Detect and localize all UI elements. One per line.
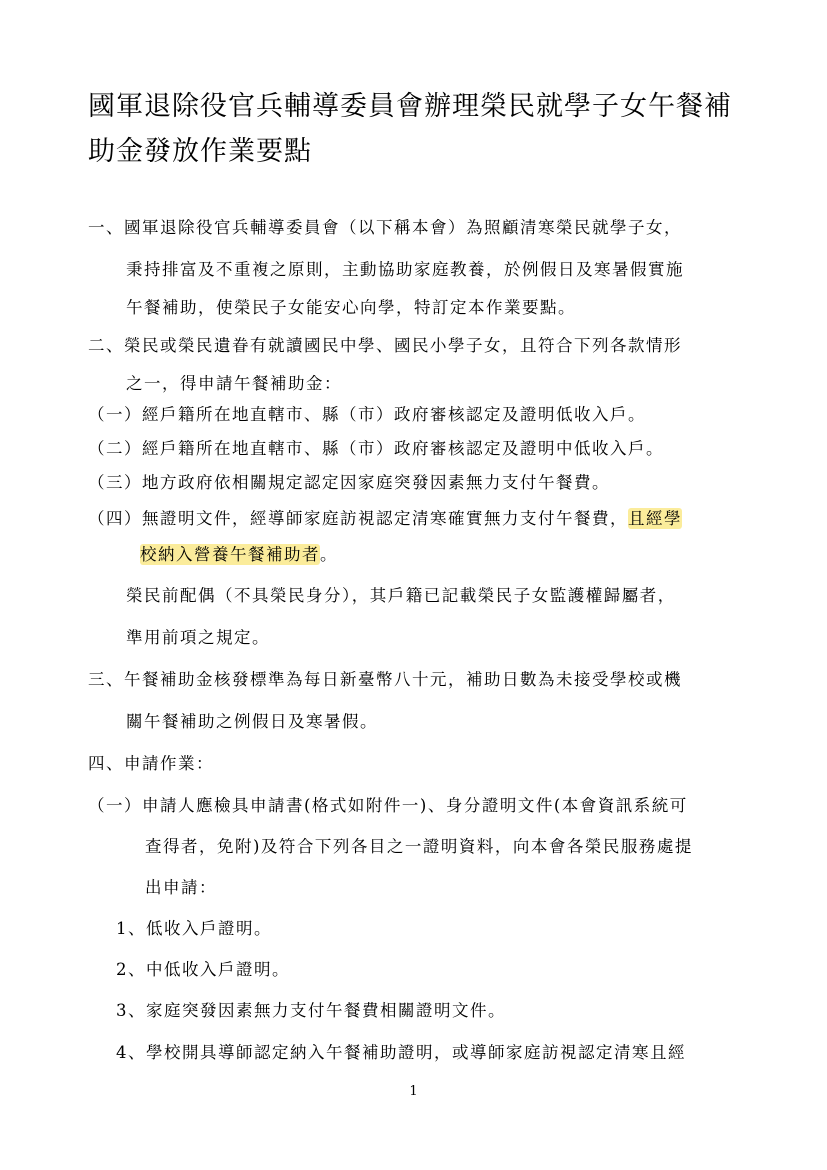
subitem-4-1-3: 3、家庭突發因素無力支付午餐費相關證明文件。 xyxy=(116,1001,506,1020)
section-1-line-3: 午餐補助，使榮民子女能安心向學，特訂定本作業要點。 xyxy=(126,298,576,317)
section-4-heading: 四、申請作業： xyxy=(88,754,214,773)
highlight-span-2: 校納入營養午餐補助者 xyxy=(140,545,320,564)
item-2-3: （三）地方政府依相關規定認定因家庭突發因素無力支付午餐費。 xyxy=(88,473,610,492)
item-2-4-text: （四）無證明文件，經導師家庭訪視認定清寒確實無力支付午餐費， xyxy=(88,509,628,528)
subitem-4-1-4: 4、學校開具導師認定納入午餐補助證明，或導師家庭訪視認定清寒且經 xyxy=(116,1043,686,1062)
section-2-para-line-1: 榮民前配偶（不具榮民身分），其戶籍已記載榮民子女監護權歸屬者， xyxy=(126,586,676,605)
item-2-2: （二）經戶籍所在地直轄市、縣（市）政府審核認定及證明中低收入戶。 xyxy=(88,439,664,458)
highlight-span-1: 且經學 xyxy=(628,509,682,528)
item-2-1: （一）經戶籍所在地直轄市、縣（市）政府審核認定及證明低收入戶。 xyxy=(88,405,646,424)
item-4-1-line-2: 查得者，免附)及符合下列各目之一證明資料，向本會各榮民服務處提 xyxy=(145,837,693,856)
subitem-4-1-1: 1、低收入戶證明。 xyxy=(116,919,272,938)
item-2-4-end: 。 xyxy=(320,545,338,564)
section-2-line-1: 二、榮民或榮民遺眷有就讀國民中學、國民小學子女，且符合下列各款情形 xyxy=(88,336,682,355)
section-2-line-2: 之一，得申請午餐補助金： xyxy=(126,374,342,393)
section-2-para-line-2: 準用前項之規定。 xyxy=(126,628,270,647)
subitem-4-1-2: 2、中低收入戶證明。 xyxy=(116,960,290,979)
section-1-line-2: 秉持排富及不重複之原則，主動協助家庭教養，於例假日及寒暑假實施 xyxy=(126,260,684,279)
section-1-line-1: 一、國軍退除役官兵輔導委員會（以下稱本會）為照顧清寒榮民就學子女， xyxy=(88,218,682,237)
item-2-4-line-2 xyxy=(140,544,338,566)
section-3-line-2: 關午餐補助之例假日及寒暑假。 xyxy=(126,712,378,731)
page-number: 1 xyxy=(409,1084,418,1099)
item-2-4-line-1 xyxy=(88,508,682,530)
item-4-1-line-1: （一）申請人應檢具申請書(格式如附件一)、身分證明文件(本會資訊系統可 xyxy=(88,796,688,815)
document-title: 國軍退除役官兵輔導委員會辦理榮民就學子女午餐補助金發放作業要點 xyxy=(88,91,732,167)
item-4-1-line-3: 出申請： xyxy=(145,878,217,897)
section-3-line-1: 三、午餐補助金核發標準為每日新臺幣八十元，補助日數為未接受學校或機 xyxy=(88,670,682,689)
